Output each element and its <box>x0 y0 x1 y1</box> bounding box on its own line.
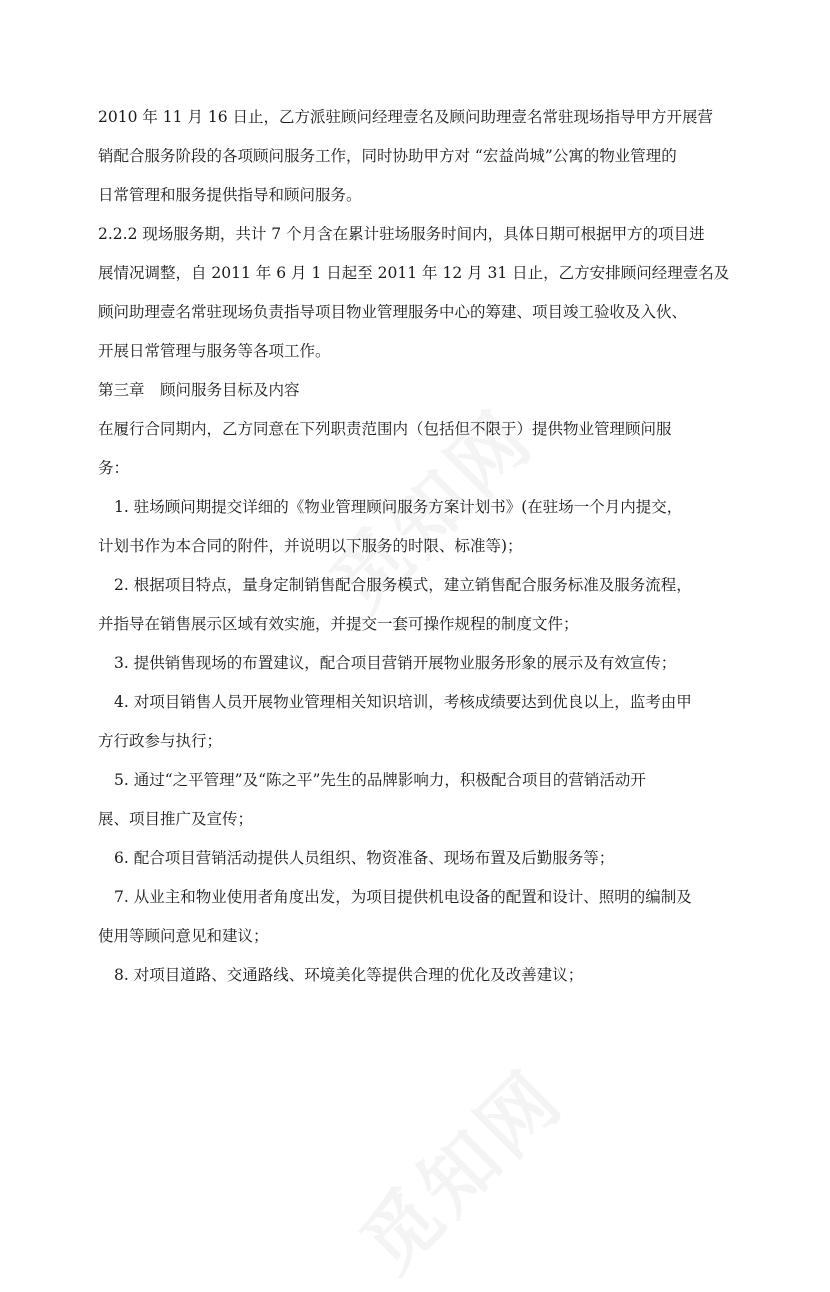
paragraph-intro <box>98 419 758 478</box>
text-line: 5. 通过“之平管理”及“陈之平”先生的品牌影响力，积极配合项目的营销活动开 <box>114 771 646 789</box>
text-line: 展、项目推广及宣传； <box>98 810 254 828</box>
list-item-5 <box>98 770 758 829</box>
list-item-1 <box>98 497 758 556</box>
list-item-3 <box>98 653 758 673</box>
text-line: 销配合服务阶段的各项顾问服务工作，同时协助甲方对 “宏益尚城”公寓的物业管理的 <box>98 147 677 165</box>
text-line: 2. 根据项目特点，量身定制销售配合服务模式，建立销售配合服务标准及服务流程， <box>114 576 692 594</box>
text-line: 2010 年 11 月 16 日止，乙方派驻顾问经理壹名及顾问助理壹名常驻现场指导甲方开展营 <box>98 108 714 126</box>
text-line: 并指导在销售展示区域有效实施，并提交一套可操作规程的制度文件； <box>98 615 579 633</box>
list-item-7 <box>98 887 758 946</box>
text-line: 在履行合同期内，乙方同意在下列职责范围内（包括但不限于）提供物业管理顾问服 <box>98 420 672 438</box>
list-item-8 <box>98 965 758 985</box>
document-body <box>98 107 758 1004</box>
text-line: 使用等顾问意见和建议； <box>98 927 269 945</box>
list-item-6 <box>98 848 758 868</box>
paragraph-onsite-period <box>98 224 758 361</box>
list-item-2 <box>98 575 758 634</box>
text-line: 6. 配合项目营销活动提供人员组织、物资准备、现场布置及后勤服务等； <box>114 849 615 867</box>
text-line: 7. 从业主和物业使用者角度出发，为项目提供机电设备的配置和设计、照明的编制及 <box>114 888 692 906</box>
text-line: 展情况调整，自 2011 年 6 月 1 日起至 2011 年 12 月 31 日止，乙方安排顾问经理壹名及 <box>98 264 730 282</box>
paragraph-service-period <box>98 107 758 205</box>
chapter-heading <box>98 380 758 400</box>
text-line: 计划书作为本合同的附件，并说明以下服务的时限、标准等)； <box>98 537 523 555</box>
text-line: 日常管理和服务提供指导和顾问服务。 <box>98 186 362 204</box>
text-line: 开展日常管理与服务等各项工作。 <box>98 342 331 360</box>
text-line: 3. 提供销售现场的布置建议，配合项目营销开展物业服务形象的展示及有效宣传； <box>114 654 677 672</box>
text-line: 务： <box>98 459 130 477</box>
list-item-4 <box>98 692 758 751</box>
watermark-bottom <box>332 1017 607 1292</box>
text-line: 1. 驻场顾问期提交详细的《物业管理顾问服务方案计划书》(在驻场一个月内提交， <box>114 498 683 516</box>
text-line: 4. 对项目销售人员开展物业管理相关知识培训，考核成绩要达到优良以上，监考由甲 <box>114 693 692 711</box>
chapter-heading-text: 第三章 顾问服务目标及内容 <box>98 381 300 399</box>
text-line: 8. 对项目道路、交通路线、环境美化等提供合理的优化及改善建议； <box>114 966 584 984</box>
text-line: 方行政参与执行； <box>98 732 223 750</box>
text-line: 顾问助理壹名常驻现场负责指导项目物业管理服务中心的筹建、项目竣工验收及入伙、 <box>98 303 688 321</box>
text-line: 2.2.2 现场服务期，共计 7 个月含在累计驻场服务时间内，具体日期可根据甲方的项目进 <box>98 225 705 243</box>
